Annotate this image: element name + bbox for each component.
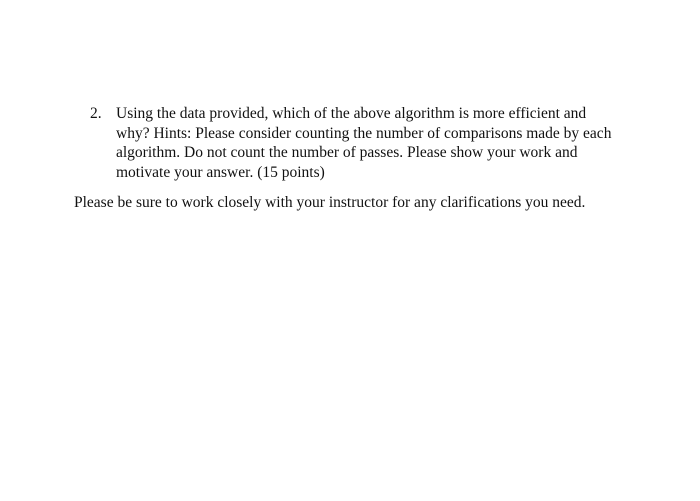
question-line: motivate your answer. (15 points) (116, 163, 325, 181)
question-line: why? Hints: Please consider counting the number of comparisons made by each (116, 124, 612, 142)
instructor-note: Please be sure to work closely with your instructor for any clarifications you need. (74, 194, 586, 211)
question-number: 2. (90, 105, 102, 122)
question-item (90, 104, 630, 182)
question-text (116, 104, 630, 182)
question-line: Using the data provided, which of the above algorithm is more efficient and (116, 105, 587, 122)
question-line: algorithm. Do not count the number of passes. Please show your work and (116, 144, 578, 161)
